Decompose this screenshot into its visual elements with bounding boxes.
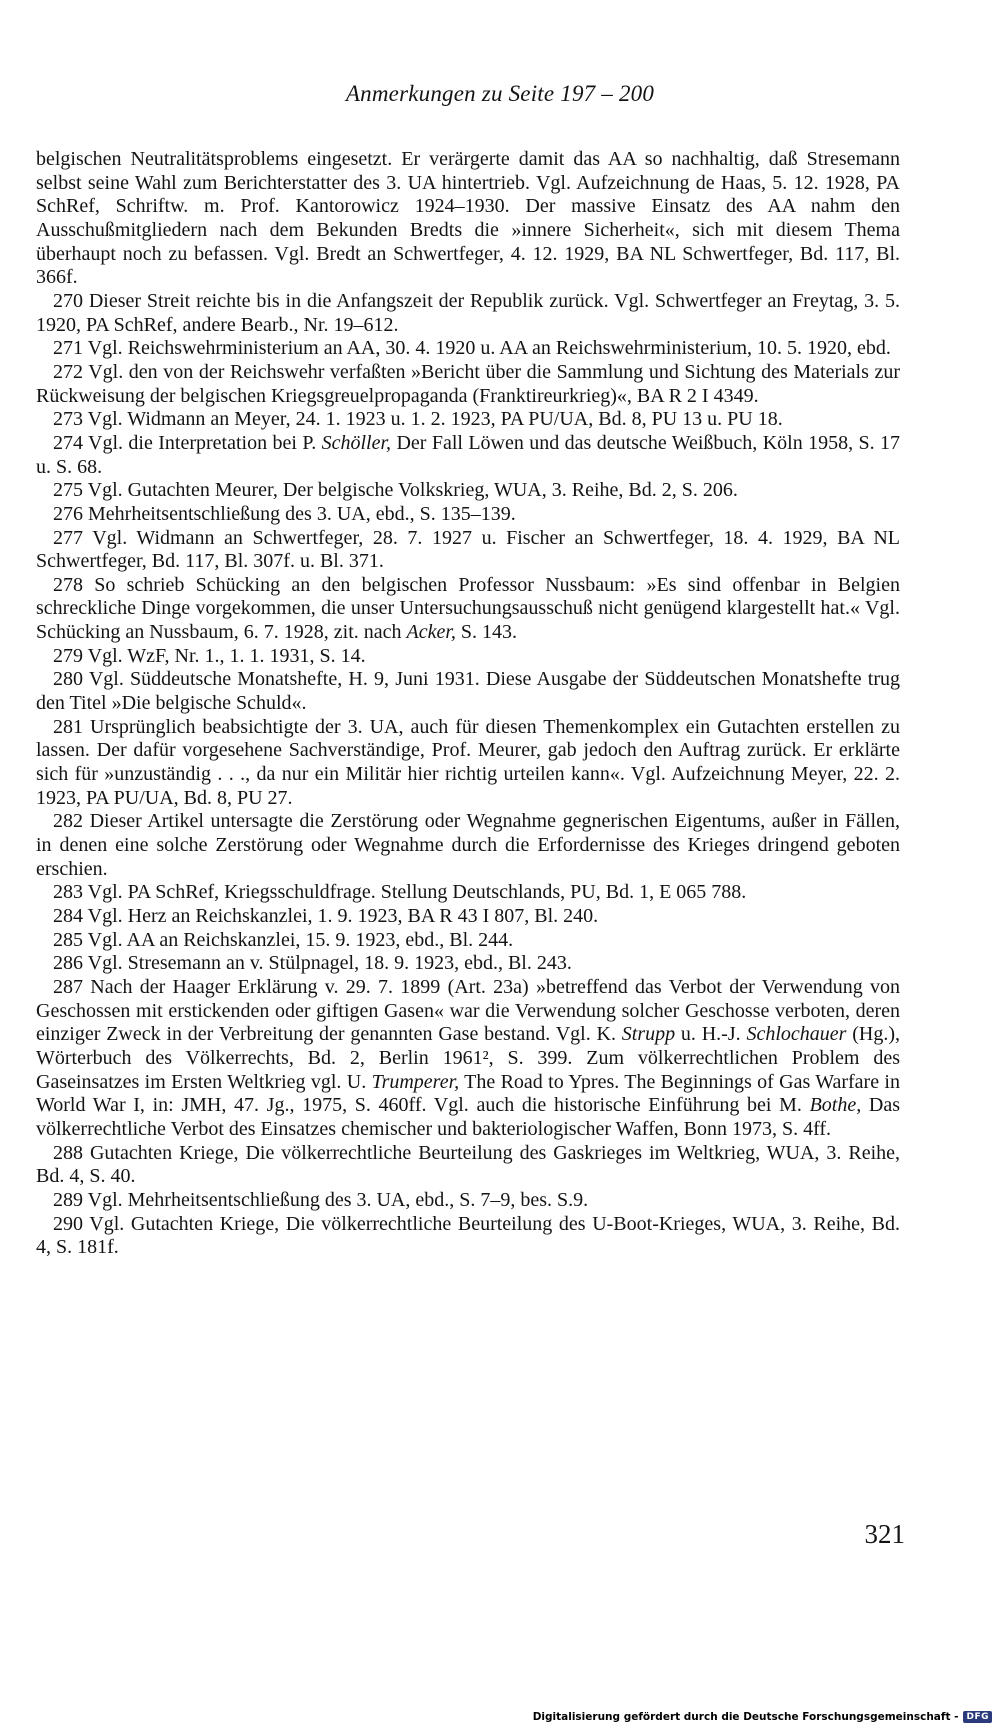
footnote-text: 283 Vgl. PA SchRef, Kriegsschuldfrage. Stellung Deutschlands, PU, Bd. 1, E 065 788. xyxy=(53,881,747,904)
footnote-288 xyxy=(36,1142,900,1189)
footnote-280 xyxy=(36,668,900,715)
footnote-270 xyxy=(36,290,900,337)
footnote-285 xyxy=(36,929,900,953)
footnote-289 xyxy=(36,1189,900,1213)
cited-author: Schöller, xyxy=(321,431,392,454)
footnote-282 xyxy=(36,810,900,881)
footnote-continuation xyxy=(36,148,900,290)
cited-author: Trumperer, xyxy=(371,1070,460,1093)
cited-author: Bothe, xyxy=(809,1094,862,1117)
cited-author: Schlochauer xyxy=(746,1023,847,1046)
footnote-text: belgischen Neutralitätsproblems eingesetzt. Er verärgerte damit das AA so nachhaltig, daß Stresemann selbst seine Wahl zum Berichterstatter des 3. UA hintertrieb. Vgl. Aufzeichnung de Haas, 5. 12. 1928, PA SchRef, Schriftw. m. Prof. Kantorowicz 1924–1930. Der massive Einsatz des AA nahm den Ausschußmitgliedern nach dem Bekunden Bredts die »innere Sicherheit«, sich mit diesem Thema überhaupt noch zu befassen. Vgl. Bredt an Schwertfeger, 4. 12. 1929, BA NL Schwertfeger, Bd. 117, Bl. 366f. xyxy=(36,148,900,289)
footnote-text: u. H.-J. xyxy=(675,1023,747,1046)
footnote-text: 285 Vgl. AA an Reichskanzlei, 15. 9. 1923, ebd., Bl. 244. xyxy=(53,928,514,951)
footnote-277 xyxy=(36,527,900,574)
footnote-text: 276 Mehrheitsentschließung des 3. UA, ebd., S. 135–139. xyxy=(53,502,516,525)
footnote-text: 279 Vgl. WzF, Nr. 1., 1. 1. 1931, S. 14. xyxy=(53,644,366,667)
footnote-text: 275 Vgl. Gutachten Meurer, Der belgische Volkskrieg, WUA, 3. Reihe, Bd. 2, S. 206. xyxy=(53,479,738,502)
footnote-271 xyxy=(36,337,900,361)
footnote-text: 271 Vgl. Reichswehrministerium an AA, 30. 4. 1920 u. AA an Reichswehrministerium, 10. 5. 1920, ebd. xyxy=(53,337,891,360)
footnote-287 xyxy=(36,976,900,1142)
footnote-text: 284 Vgl. Herz an Reichskanzlei, 1. 9. 1923, BA R 43 I 807, Bl. 240. xyxy=(53,905,599,927)
cited-author: Acker, xyxy=(406,621,456,644)
footnote-284 xyxy=(36,905,900,929)
dfg-logo: DFG xyxy=(963,1711,992,1723)
footnote-text: 288 Gutachten Kriege, Die völkerrechtliche Beurteilung des Gaskrieges im Weltkrieg, WUA, 3. Reihe, Bd. 4, S. 40. xyxy=(36,1141,900,1188)
footnote-text: Das völkerrechtliche Verbot des Einsatzes chemischer und bakteriologischer Waffen, Bonn 1973, S. 4ff. xyxy=(36,1094,900,1140)
footnote-text: 282 Dieser Artikel untersagte die Zerstörung oder Wegnahme gegnerischen Eigentums, außer in Fällen, in denen eine solche Zerstörung oder Wegnahme durch die Erfordernisse des Krieges dringend geboten erschien. xyxy=(36,810,900,880)
footnote-text: (Hg.), Wörterbuch des Völkerrechts, Bd. 2, Berlin 1961², S. 399. Zum völkerrechtlichen Problem des Gaseinsatzes im Ersten Weltkrieg vgl. U. xyxy=(36,1023,900,1093)
footnote-275 xyxy=(36,479,900,503)
footnote-286 xyxy=(36,952,900,976)
footnote-text: Der Fall Löwen und das deutsche Weißbuch, Köln 1958, S. 17 u. S. 68. xyxy=(36,431,901,478)
footnote-text: S. 143. xyxy=(455,621,518,644)
footnote-272 xyxy=(36,361,900,408)
credit-text: Digitalisierung gefördert durch die Deutsche Forschungsgemeinschaft - xyxy=(532,1711,959,1723)
footnote-text: 272 Vgl. den von der Reichswehr verfaßten »Bericht über die Sammlung und Sichtung des Materials zur Rückweisung der belgischen Kriegsgreuelpropaganda (Franktireurkrieg)«, BA R 2 I 4349. xyxy=(36,360,900,407)
footnote-text: 277 Vgl. Widmann an Schwertfeger, 28. 7. 1927 u. Fischer an Schwertfeger, 18. 4. 1929, BA NL Schwertfeger, Bd. 117, Bl. 307f. u. Bl. 371. xyxy=(36,526,900,573)
footnote-text: 270 Dieser Streit reichte bis in die Anfangszeit der Republik zurück. Vgl. Schwertfeger an Freytag, 3. 5. 1920, PA SchRef, andere Bearb., Nr. 19–612. xyxy=(36,289,900,336)
footnote-278 xyxy=(36,574,900,645)
page-number: 321 xyxy=(864,1519,905,1549)
cited-author: Strupp xyxy=(621,1023,676,1046)
footnote-text: 289 Vgl. Mehrheitsentschließung des 3. UA, ebd., S. 7–9, bes. S.9. xyxy=(53,1188,589,1211)
footnote-text: 274 Vgl. die Interpretation bei P. xyxy=(53,431,322,454)
footnote-290 xyxy=(36,1213,900,1260)
footnote-text: 278 So schrieb Schücking an den belgischen Professor Nussbaum: »Es sind offenbar in Belgien schreckliche Dinge vorgekommen, die unser Untersuchungsausschuß nicht genügend klargestellt hat.« Vgl. Schücking an Nussbaum, 6. 7. 1928, zit. nach xyxy=(36,573,900,644)
footnote-text: The Road to Ypres. The Beginnings of Gas Warfare in World War I, in: JMH, 47. Jg., 1975, S. 460ff. Vgl. auch die historische Einführung bei M. xyxy=(36,1070,900,1117)
footnote-text: 281 Ursprünglich beabsichtigte der 3. UA, auch für diesen Themenkomplex ein Gutachten erstellen zu lassen. Der dafür vorgesehene Sachverständige, Prof. Meurer, gab jedoch den Auftrag zurück. Er erklärte sich für »unzuständig . . ., da nur ein Militär hier richtig urteilen kann«. Vgl. Aufzeichnung Meyer, 22. 2. 1923, PA PU/UA, Bd. 8, PU 27. xyxy=(36,715,900,809)
footnote-283 xyxy=(36,881,900,905)
footnote-281 xyxy=(36,716,900,811)
footnote-text: 290 Vgl. Gutachten Kriege, Die völkerrechtliche Beurteilung des U-Boot-Krieges, WUA, 3. Reihe, Bd. 4, S. 181f. xyxy=(36,1212,900,1259)
footnote-text: 280 Vgl. Süddeutsche Monatshefte, H. 9, Juni 1931. Diese Ausgabe der Süddeutschen Monatshefte trug den Titel »Die belgische Schuld«. xyxy=(36,668,900,715)
footnote-276 xyxy=(36,503,900,527)
footnote-text: 286 Vgl. Stresemann an v. Stülpnagel, 18. 9. 1923, ebd., Bl. 243. xyxy=(53,952,572,975)
digitization-credit xyxy=(533,1711,992,1723)
footnote-274 xyxy=(36,432,900,479)
footnotes-body xyxy=(36,148,900,1260)
running-head: Anmerkungen zu Seite 197 – 200 xyxy=(345,81,655,106)
footnote-279 xyxy=(36,645,900,669)
footnote-text: 273 Vgl. Widmann an Meyer, 24. 1. 1923 u. 1. 2. 1923, PA PU/UA, Bd. 8, PU 13 u. PU 18. xyxy=(53,408,783,431)
footnote-text: 287 Nach der Haager Erklärung v. 29. 7. 1899 (Art. 23a) »betreffend das Verbot der Verwendung von Geschossen mit erstickenden oder giftigen Gasen« war die Verwendung solcher Geschosse verboten, deren einziger Zweck in der Verbreitung der genannten Gase bestand. Vgl. K. xyxy=(36,975,900,1046)
footnote-273 xyxy=(36,408,900,432)
